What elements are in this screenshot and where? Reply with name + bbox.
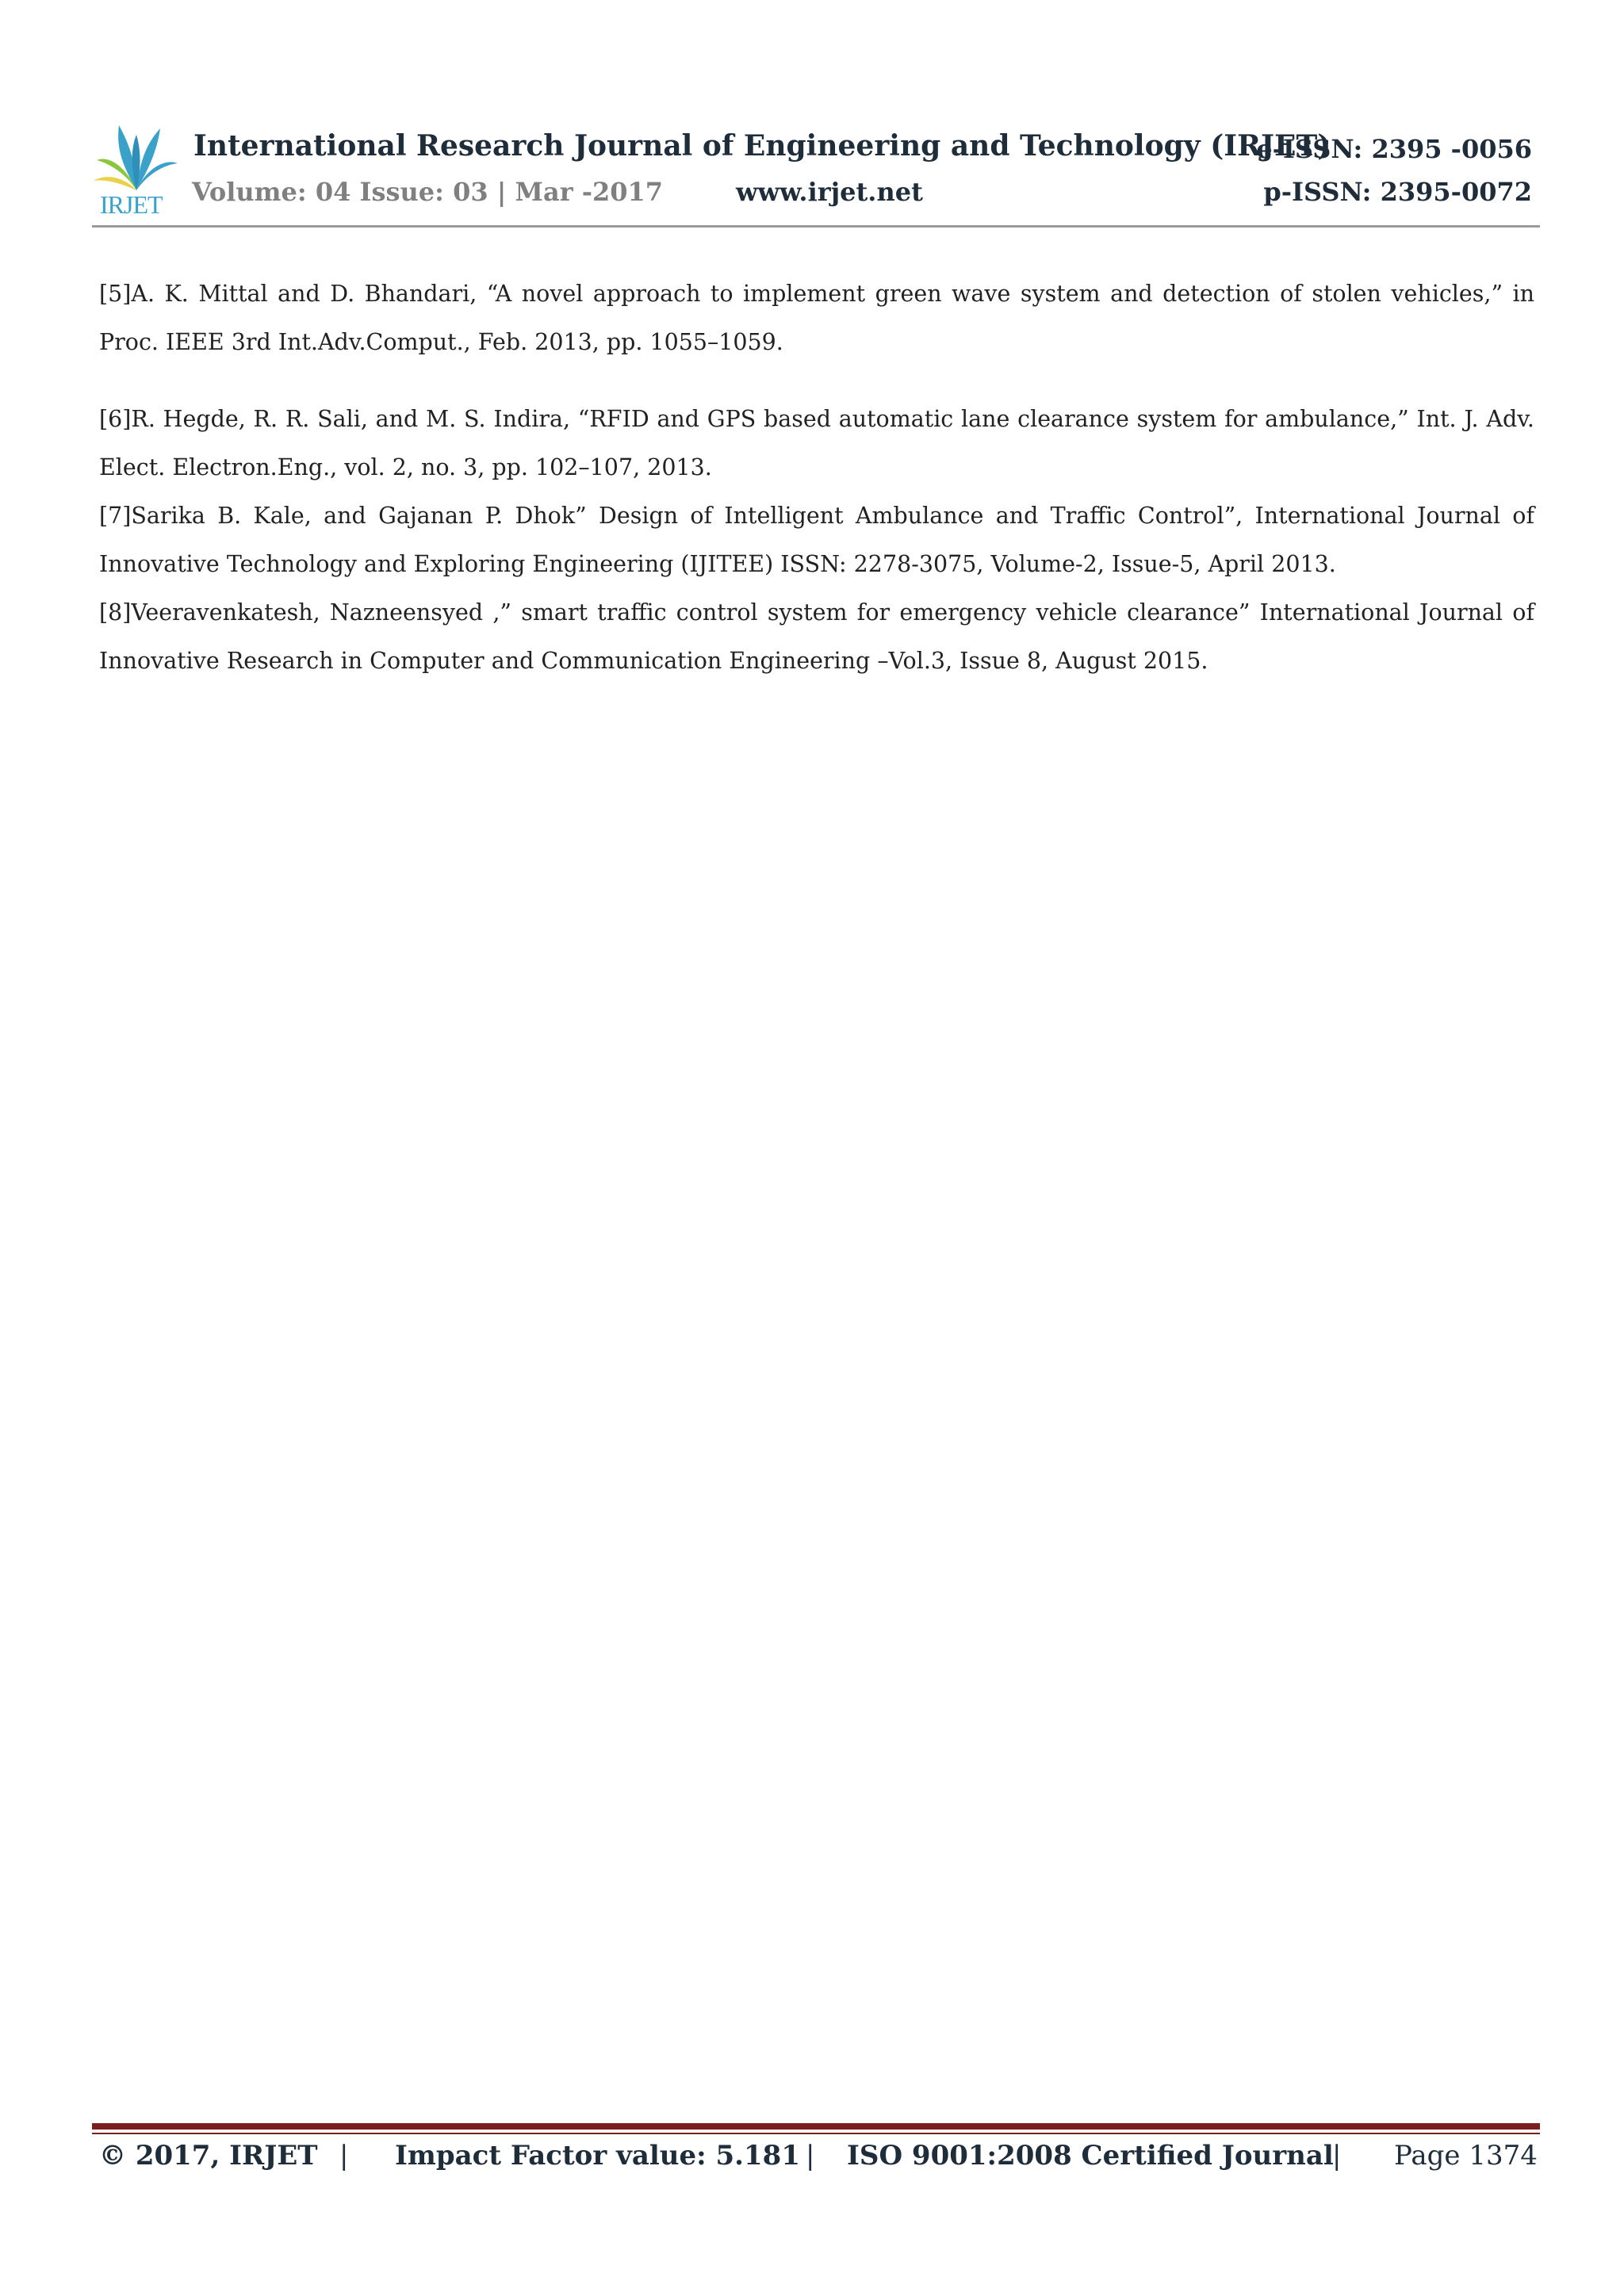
e-issn: e-ISSN: 2395 -0056 <box>1256 134 1532 164</box>
footer-page-number: Page 1374 <box>1394 2140 1538 2172</box>
page-header <box>92 111 1540 222</box>
footer-divider-thick <box>92 2123 1540 2130</box>
reference-item: [5]A. K. Mittal and D. Bhandari, “A novel approach to implement green wave system and detection of stolen vehicles,” in Proc. IEEE 3rd Int.Adv.Comput., Feb. 2013, pp. 1055–1059. <box>99 281 1534 355</box>
irjet-logo-leaves-icon <box>92 119 181 192</box>
footer-copyright: © 2017, IRJET <box>99 2140 318 2172</box>
reference-item: [6]R. Hegde, R. R. Sali, and M. S. Indira, “RFID and GPS based automatic lane clearance system for ambulance,” Int. J. Adv. Elect. Electron.Eng., vol. 2, no. 3, pp. 102–107, 2013. <box>99 406 1534 480</box>
footer-impact-factor: Impact Factor value: 5.181 <box>395 2140 800 2172</box>
volume-issue: Volume: 04 Issue: 03 | Mar -2017 <box>192 177 664 207</box>
irjet-logo <box>92 119 181 222</box>
reference-list <box>99 270 1534 685</box>
footer-divider-thin <box>92 2133 1540 2134</box>
p-issn: p-ISSN: 2395-0072 <box>1263 177 1532 207</box>
footer-iso: ISO 9001:2008 Certified Journal <box>847 2140 1334 2172</box>
reference-item: [8]Veeravenkatesh, Nazneensyed ,” smart traffic control system for emergency vehicle clearance” International Journal of Innovative Research in Computer and Communication Engineering –Vol.3, Issue 8, August 2015. <box>99 599 1534 674</box>
footer-separator: | <box>339 2140 349 2172</box>
header-divider <box>92 225 1540 228</box>
journal-title: International Research Journal of Engineering and Technology (IRJET) <box>193 129 1331 163</box>
website-link[interactable]: www.irjet.net <box>736 177 923 207</box>
logo-text: IRJET <box>100 190 163 219</box>
reference-item: [7]Sarika B. Kale, and Gajanan P. Dhok” Design of Intelligent Ambulance and Traffic Control”, International Journal of Innovative Technology and Exploring Engineering (IJITEE) ISSN: 2278-3075, Volume-2, Issue-5, April 2013. <box>99 503 1534 577</box>
footer-separator: | <box>806 2140 815 2172</box>
footer-separator: | <box>1332 2140 1342 2172</box>
